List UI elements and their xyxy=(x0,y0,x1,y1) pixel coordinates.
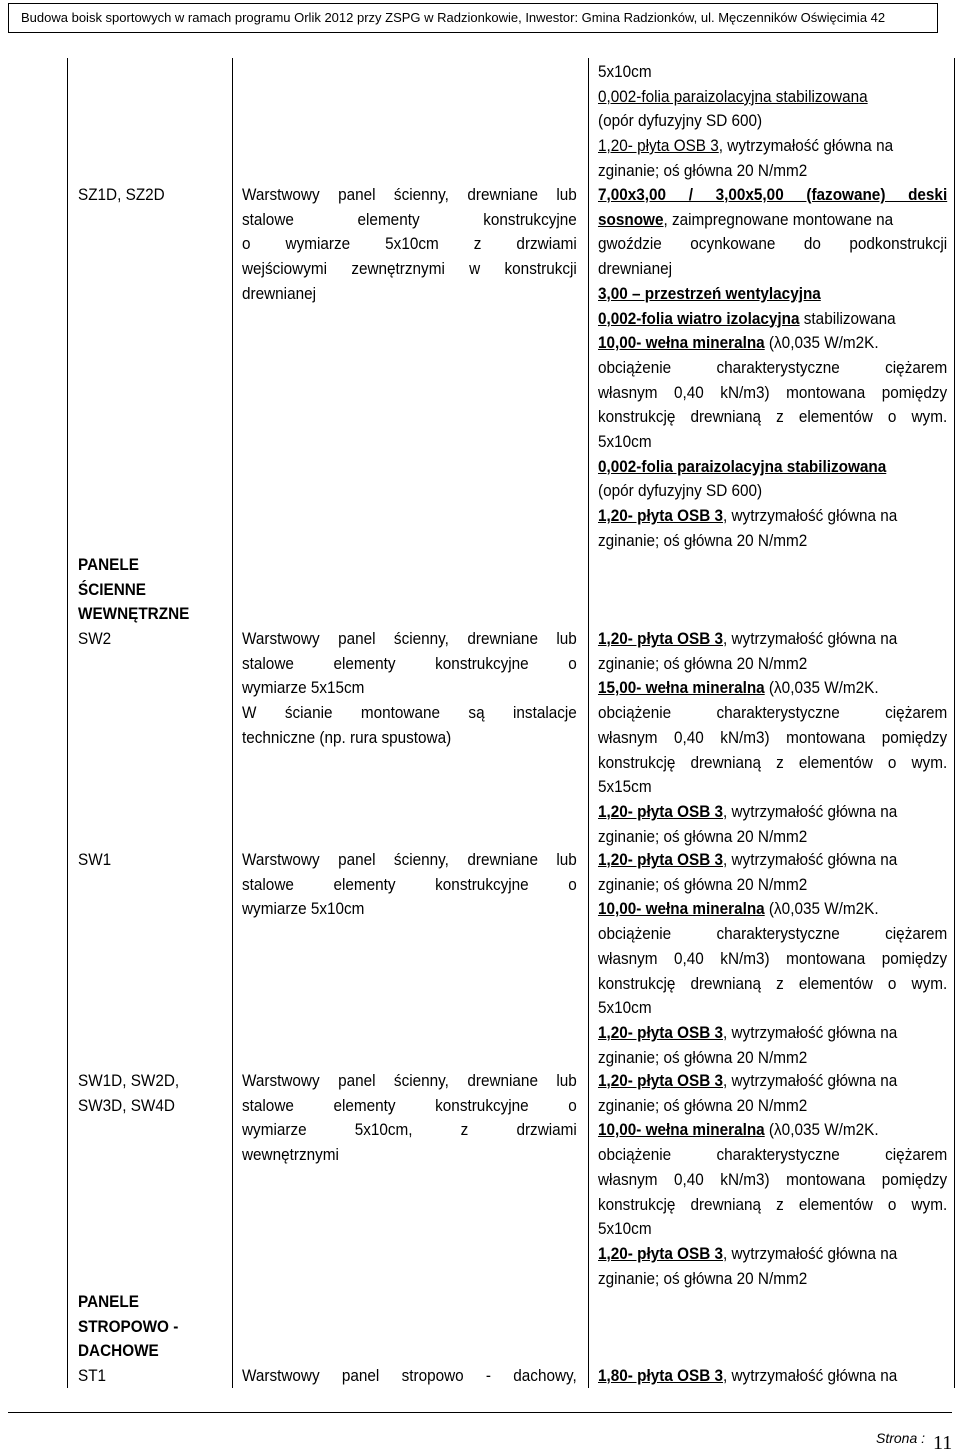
layer-line: zginanie; oś główna 20 N/mm2 xyxy=(598,653,808,673)
layer-line: 5x10cm xyxy=(598,1219,652,1239)
layer-line: zginanie; oś główna 20 N/mm2 xyxy=(598,160,808,180)
description-cell xyxy=(242,627,577,751)
layer-line-emphasis: 15,00- wełna mineralna xyxy=(598,678,765,698)
layer-line: gwoździe ocynkowane do podkonstrukcji xyxy=(598,234,948,254)
layer-line: obciążenie charakterystyczne ciężarem xyxy=(598,357,948,377)
layer-line: 15,00- wełna mineralna (λ0,035 W/m2K. xyxy=(598,678,879,698)
layer-line: własnym 0,40 kN/m3) montowana pomiędzy xyxy=(598,948,948,968)
description-line: stalowe elementy konstrukcyjne xyxy=(242,209,577,229)
layer-line: 1,20- płyta OSB 3, wytrzymałość główna na xyxy=(598,850,898,869)
description-line: wymiarze 5x10cm xyxy=(242,899,365,919)
element-code: ST1 xyxy=(78,1366,107,1385)
description-cell xyxy=(242,1364,577,1389)
layer-line: konstrukcję drewnianą z elementów o wym. xyxy=(598,973,948,993)
layer-line: 5x10cm xyxy=(598,432,652,452)
table-divider-2 xyxy=(588,58,589,1388)
layer-line: zginanie; oś główna 20 N/mm2 xyxy=(598,1047,808,1067)
layer-line: 1,80- płyta OSB 3, wytrzymałość główna na xyxy=(598,1366,898,1385)
document-header: Budowa boisk sportowych w ramach programu Orlik 2012 przy ZSPG w Radzionkowie, Inwestor: Gmina Radzionków, ul. Męczenników Oświęcimia 42 xyxy=(8,3,938,33)
layer-line: 1,20- płyta OSB 3, wytrzymałość główna na xyxy=(598,1071,898,1090)
layer-line-emphasis: 1,20- płyta OSB 3 xyxy=(598,850,724,869)
description-line: stalowe elementy konstrukcyjne o xyxy=(242,653,577,673)
layer-line-emphasis: 1,80- płyta OSB 3 xyxy=(598,1366,724,1385)
layer-line-emphasis: 10,00- wełna mineralna xyxy=(598,899,765,919)
page-number: 11 xyxy=(933,1432,953,1454)
layer-line-emphasis: 1,20- płyta OSB 3 xyxy=(598,801,724,821)
layer-line: 10,00- wełna mineralna (λ0,035 W/m2K. xyxy=(598,899,879,919)
description-cell xyxy=(242,1069,577,1168)
layer-line: własnym 0,40 kN/m3) montowana pomiędzy xyxy=(598,1169,948,1189)
table-border-left xyxy=(67,58,68,1388)
footer-divider xyxy=(8,1412,952,1413)
layer-line-emphasis: 1,20- płyta OSB 3 xyxy=(598,1243,724,1263)
description-line: Warstwowy panel ścienny, drewniane lub xyxy=(242,629,577,648)
layer-line-emphasis: 10,00- wełna mineralna xyxy=(598,1120,765,1140)
section-title-line: PANELE xyxy=(78,555,139,574)
layers-cell xyxy=(598,1069,947,1291)
layers-cell xyxy=(598,627,947,849)
layer-line: 3,00 – przestrzeń wentylacyjna xyxy=(598,283,821,303)
layer-line: 1,20- płyta OSB 3, wytrzymałość główna na xyxy=(598,136,894,156)
layer-line: konstrukcję drewnianą z elementów o wym. xyxy=(598,1194,948,1214)
layer-line-emphasis: 1,20- płyta OSB 3 xyxy=(598,629,724,648)
description-line: Warstwowy panel stropowo - dachowy, xyxy=(242,1366,577,1385)
page-label: Strona : xyxy=(876,1430,926,1446)
layer-line-emphasis: 0,002-folia wiatro izolacyjna xyxy=(598,308,800,328)
layer-line: 0,002-folia paraizolacyjna stabilizowana xyxy=(598,456,887,476)
layer-line: (opór dyfuzyjny SD 600) xyxy=(598,111,763,131)
layer-line: 10,00- wełna mineralna (λ0,035 W/m2K. xyxy=(598,333,879,353)
description-line: W ścianie montowane są instalacje xyxy=(242,703,577,723)
layer-line-emphasis: 1,20- płyta OSB 3 xyxy=(598,1071,724,1090)
layers-cell xyxy=(598,848,947,1070)
section-title-line: DACHOWE xyxy=(78,1341,159,1361)
description-line: wymiarze 5x15cm xyxy=(242,678,365,698)
layer-line: zginanie; oś główna 20 N/mm2 xyxy=(598,826,808,846)
element-code: SW2 xyxy=(78,629,112,648)
element-code: SZ1D, SZ2D xyxy=(78,185,165,204)
description-line: stalowe elementy konstrukcyjne o xyxy=(242,874,577,894)
layer-line: zginanie; oś główna 20 N/mm2 xyxy=(598,530,808,550)
layer-line: obciążenie charakterystyczne ciężarem xyxy=(598,924,948,944)
section-title-line: PANELE xyxy=(78,1292,139,1311)
description-line: drewnianej xyxy=(242,283,317,303)
layer-line: zginanie; oś główna 20 N/mm2 xyxy=(598,1268,808,1288)
layers-cell xyxy=(598,1364,947,1389)
layer-line: 7,00x3,00 / 3,00x5,00 (fazowane) deski xyxy=(598,185,948,204)
element-code: SW1 xyxy=(78,850,112,869)
element-code xyxy=(78,1069,209,1118)
layer-line: (opór dyfuzyjny SD 600) xyxy=(598,481,763,501)
element-code-line: SW1D, SW2D, xyxy=(78,1071,180,1090)
description-line: wewnętrznymi xyxy=(242,1145,339,1165)
section-title-line: STROPOWO - xyxy=(78,1316,179,1336)
layer-line: 5x15cm xyxy=(598,777,652,797)
section-title xyxy=(78,553,209,627)
layer-line: obciążenie charakterystyczne ciężarem xyxy=(598,703,948,723)
layer-line: 1,20- płyta OSB 3, wytrzymałość główna na xyxy=(598,1022,898,1042)
layers-cell xyxy=(598,60,947,184)
layer-line: 0,002-folia wiatro izolacyjna stabilizowana xyxy=(598,308,896,328)
layer-line: konstrukcję drewnianą z elementów o wym. xyxy=(598,752,948,772)
description-line: wejściowymi zewnętrznymi w konstrukcji xyxy=(242,259,577,279)
description-line: Warstwowy panel ścienny, drewniane lub xyxy=(242,850,577,869)
table-border-right xyxy=(954,58,955,1388)
layer-line: konstrukcję drewnianą z elementów o wym. xyxy=(598,407,948,427)
layer-line: własnym 0,40 kN/m3) montowana pomiędzy xyxy=(598,382,948,402)
section-title-line: ŚCIENNE xyxy=(78,579,147,599)
section-title xyxy=(78,1290,209,1364)
description-line: wymiarze 5x10cm, z drzwiami xyxy=(242,1120,577,1140)
element-code-line: SW3D, SW4D xyxy=(78,1095,175,1115)
layer-line: 1,20- płyta OSB 3, wytrzymałość główna na xyxy=(598,629,898,648)
description-line: stalowe elementy konstrukcyjne o xyxy=(242,1095,577,1115)
layer-line-emphasis: 1,20- płyta OSB 3 xyxy=(598,1022,724,1042)
layer-line: zginanie; oś główna 20 N/mm2 xyxy=(598,874,808,894)
layer-line: drewnianej xyxy=(598,259,673,279)
layer-line: 1,20- płyta OSB 3, wytrzymałość główna na xyxy=(598,506,898,526)
layers-cell xyxy=(598,183,947,554)
layer-line: 10,00- wełna mineralna (λ0,035 W/m2K. xyxy=(598,1120,879,1140)
section-title-line: WEWNĘTRZNE xyxy=(78,604,190,624)
layer-line: 0,002-folia paraizolacyjna stabilizowana xyxy=(598,86,868,106)
description-line: o wymiarze 5x10cm z drzwiami xyxy=(242,234,577,254)
layer-line: 5x10cm xyxy=(598,62,652,81)
layer-line: 1,20- płyta OSB 3, wytrzymałość główna na xyxy=(598,801,898,821)
description-cell xyxy=(242,848,577,922)
table-divider-1 xyxy=(232,58,233,1388)
layer-line-emphasis: 10,00- wełna mineralna xyxy=(598,333,765,353)
layer-line-emphasis: 1,20- płyta OSB 3 xyxy=(598,136,719,156)
layer-line: obciążenie charakterystyczne ciężarem xyxy=(598,1145,948,1165)
layer-line: sosnowe, zaimpregnowane montowane na xyxy=(598,209,894,229)
description-cell xyxy=(242,183,577,307)
layer-line: zginanie; oś główna 20 N/mm2 xyxy=(598,1095,808,1115)
description-line: Warstwowy panel ścienny, drewniane lub xyxy=(242,185,577,204)
layer-line-emphasis: sosnowe xyxy=(598,209,664,229)
layer-line: 5x10cm xyxy=(598,998,652,1018)
description-line: techniczne (np. rura spustowa) xyxy=(242,727,452,747)
layer-line: 1,20- płyta OSB 3, wytrzymałość główna na xyxy=(598,1243,898,1263)
description-line: Warstwowy panel ścienny, drewniane lub xyxy=(242,1071,577,1090)
layer-line-emphasis: 1,20- płyta OSB 3 xyxy=(598,506,724,526)
layer-line: własnym 0,40 kN/m3) montowana pomiędzy xyxy=(598,727,948,747)
